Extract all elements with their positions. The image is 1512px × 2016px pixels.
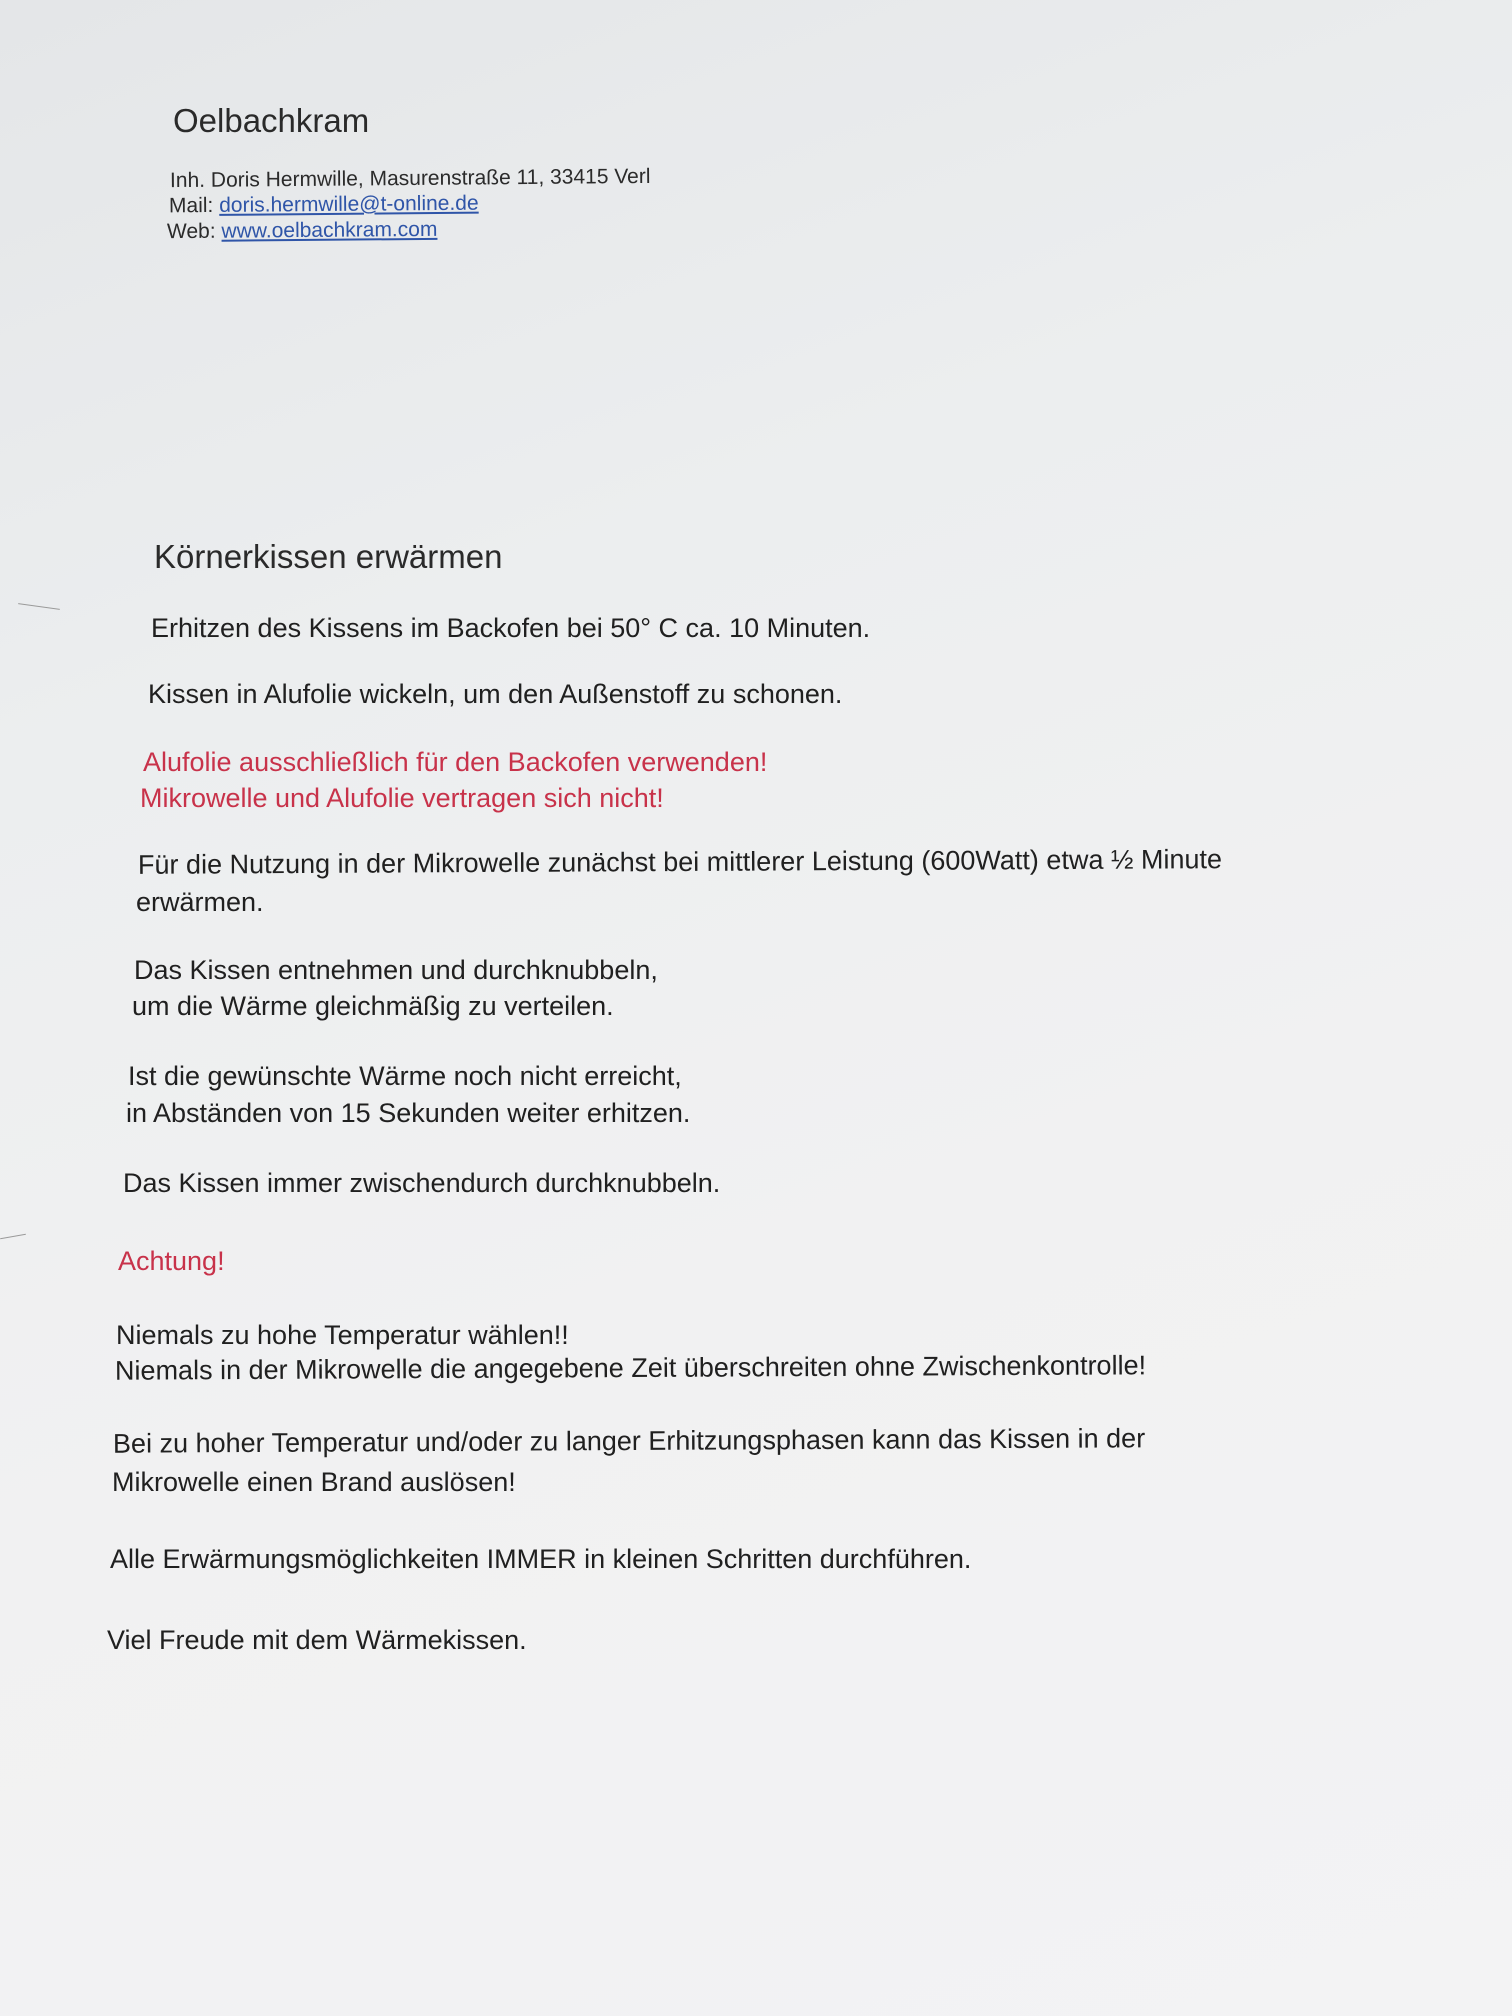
owner-address: Inh. Doris Hermwille, Masurenstraße 11, 33415 Verl — [169, 164, 651, 193]
paragraph-knead-again: Das Kissen immer zwischendurch durchknubbeln. — [123, 1168, 721, 1198]
warning-foil-line2: Mikrowelle und Alufolie vertragen sich nicht! — [140, 783, 664, 813]
closing-line: Viel Freude mit dem Wärmekissen. — [107, 1625, 527, 1655]
punch-mark-bottom — [0, 1234, 26, 1239]
paragraph-never-line1: Niemals zu hohe Temperatur wählen!! — [116, 1320, 569, 1350]
paragraph-knead-line1: Das Kissen entnehmen und durchknubbeln, — [134, 955, 658, 985]
paragraph-fire-line1: Bei zu hoher Temperatur und/oder zu langer Erhitzungsphasen kann das Kissen in der — [112, 1423, 1146, 1459]
page-title: Körnerkissen erwärmen — [154, 538, 503, 575]
mail-row — [169, 192, 479, 219]
paragraph-microwave-line2: erwärmen. — [136, 887, 264, 917]
brand-name: Oelbachkram — [173, 102, 370, 139]
paragraph-microwave-line1: Für die Nutzung in der Mikrowelle zunächst bei mittlerer Leistung (600Watt) etwa ½ Minute — [137, 844, 1223, 880]
paragraph-never-line2: Niemals in der Mikrowelle die angegebene Zeit überschreiten ohne Zwischenkontrolle! — [114, 1350, 1147, 1386]
web-link[interactable]: www.oelbachkram.com — [221, 217, 438, 243]
paragraph-reheat-line2: in Abständen von 15 Sekunden weiter erhitzen. — [126, 1098, 691, 1128]
paragraph-fire-line2: Mikrowelle einen Brand auslösen! — [112, 1467, 516, 1497]
attention-label: Achtung! — [118, 1246, 225, 1276]
warning-foil-line1: Alufolie ausschließlich für den Backofen verwenden! — [143, 747, 768, 777]
paragraph-oven: Erhitzen des Kissens im Backofen bei 50° C ca. 10 Minuten. — [151, 613, 871, 643]
paragraph-small-steps: Alle Erwärmungsmöglichkeiten IMMER in kleinen Schritten durchführen. — [110, 1544, 972, 1574]
web-row — [167, 218, 438, 244]
punch-mark-top — [18, 603, 60, 610]
paragraph-reheat-line1: Ist die gewünschte Wärme noch nicht erreicht, — [128, 1061, 682, 1091]
paragraph-knead-line2: um die Wärme gleichmäßig zu verteilen. — [132, 991, 614, 1021]
paragraph-foil: Kissen in Alufolie wickeln, um den Außenstoff zu schonen. — [148, 679, 843, 709]
mail-label: Mail: — [168, 193, 214, 218]
mail-link[interactable]: doris.hermwille@t-online.de — [219, 191, 479, 217]
web-label: Web: — [166, 219, 216, 244]
